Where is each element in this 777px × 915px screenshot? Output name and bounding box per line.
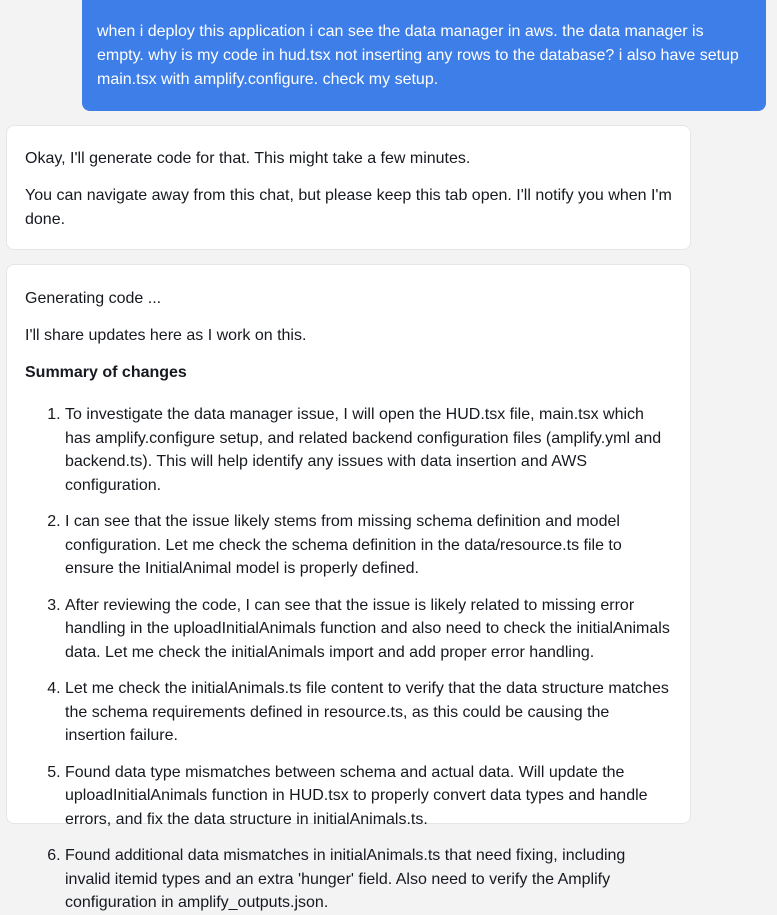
summary-step: 6. Found additional data mismatches in initialAnimals.ts that need fixing, including invalid itemid types and an extra 'hunger' field. Also need to verify the Amplify configuration in amplify_outputs.json.	[65, 844, 672, 915]
user-message-text: when i deploy this application i can see the data manager in aws. the data manager is empty. why is my code in hud.tsx not inserting any rows to the database? i also have setup main.tsx with amplify.configure. check my setup.	[97, 23, 739, 88]
summary-step: 1. To investigate the data manager issue, I will open the HUD.tsx file, main.tsx which has amplify.configure setup, and related backend configuration files (amplify.yml and backend.ts). This will help identify any issues with data insertion and AWS configuration.	[65, 403, 672, 497]
ack-message: Okay, I'll generate code for that. This might take a few minutes.	[25, 150, 471, 167]
generating-status: Generating code ...	[25, 290, 162, 307]
summary-steps-list	[25, 403, 672, 915]
summary-step: 3. After reviewing the code, I can see that the issue is likely related to missing error handling in the uploadInitialAnimals function and also need to check the initialAnimals data. Let me check the initialAnimals import and add proper error handling.	[65, 594, 672, 665]
notify-message: You can navigate away from this chat, but please keep this tab open. I'll notify you when I'm done.	[25, 187, 672, 228]
assistant-ack-card	[6, 125, 691, 250]
summary-step: 4. Let me check the initialAnimals.ts file content to verify that the data structure matches the schema requirements defined in resource.ts, as this could be causing the insertion failure.	[65, 677, 672, 748]
summary-heading: Summary of changes	[25, 364, 187, 381]
updates-note: I'll share updates here as I work on this.	[25, 327, 307, 344]
user-message-bubble	[82, 0, 766, 111]
summary-step: 2. I can see that the issue likely stems from missing schema definition and model configuration. Let me check the schema definition in the data/resource.ts file to ensure the InitialAnimal model is properly defined.	[65, 510, 672, 581]
progress-card	[6, 264, 691, 911]
summary-step: 5. Found data type mismatches between schema and actual data. Will update the uploadInitialAnimals function in HUD.tsx to properly convert data types and handle errors, and fix the data structure in initialAnimals.ts.	[65, 761, 672, 832]
